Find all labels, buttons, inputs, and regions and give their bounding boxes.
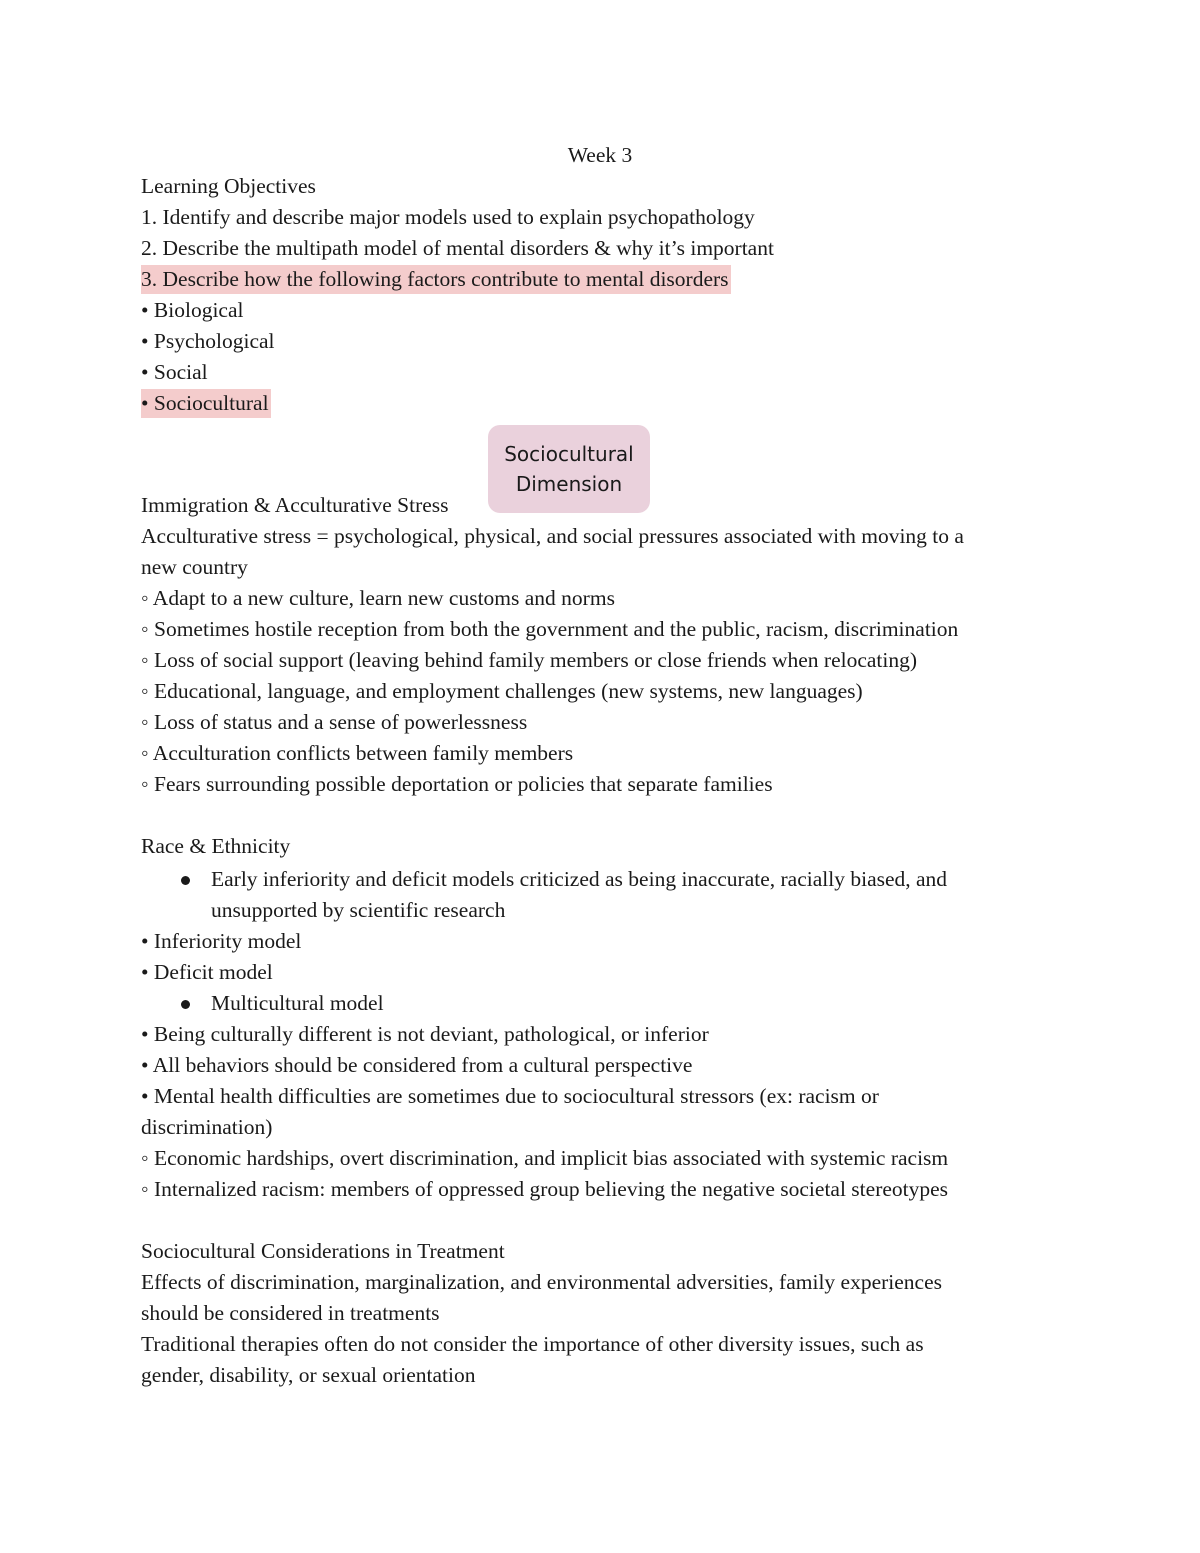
immigration-point: ◦ Loss of status and a sense of powerlessness xyxy=(141,710,528,734)
treatment-line: Traditional therapies often do not consider the importance of other diversity issues, such as xyxy=(141,1332,924,1356)
immigration-point: ◦ Sometimes hostile reception from both the government and the public, racism, discrimination xyxy=(141,617,959,641)
multicultural-point: • All behaviors should be considered from a cultural perspective xyxy=(141,1053,693,1077)
early-models-line-2: unsupported by scientific research xyxy=(211,898,506,922)
treatment-heading: Sociocultural Considerations in Treatment xyxy=(141,1239,505,1263)
objective-3-highlight: 3. Describe how the following factors contribute to mental disorders xyxy=(141,265,731,294)
immigration-point: ◦ Educational, language, and employment challenges (new systems, new languages) xyxy=(141,679,863,703)
bullet-dot-icon xyxy=(181,1000,190,1009)
race-sub-point: ◦ Economic hardships, overt discrimination, and implicit bias associated with systemic racism xyxy=(141,1146,949,1170)
factor-biological: • Biological xyxy=(141,298,244,322)
callout-line-2: Dimension xyxy=(515,472,623,496)
objectives-heading: Learning Objectives xyxy=(141,174,316,198)
factor-sociocultural-highlight: • Sociocultural xyxy=(141,389,271,418)
sociocultural-dimension-callout xyxy=(488,425,650,513)
objective-1: 1. Identify and describe major models used to explain psychopathology xyxy=(141,205,755,229)
acculturative-definition-line-1: Acculturative stress = psychological, physical, and social pressures associated with moving to a xyxy=(141,524,964,548)
early-models-line-1: Early inferiority and deficit models criticized as being inaccurate, racially biased, and xyxy=(211,867,948,891)
immigration-point: ◦ Loss of social support (leaving behind family members or close friends when relocating) xyxy=(141,648,918,672)
multicultural-point-continuation: discrimination) xyxy=(141,1115,273,1139)
immigration-point: ◦ Adapt to a new culture, learn new customs and norms xyxy=(141,586,615,610)
immigration-heading: Immigration & Acculturative Stress xyxy=(141,493,449,517)
factor-psychological: • Psychological xyxy=(141,329,275,353)
deficit-model: • Deficit model xyxy=(141,960,273,984)
objective-2: 2. Describe the multipath model of mental disorders & why it’s important xyxy=(141,236,774,260)
bullet-dot-icon xyxy=(181,876,190,885)
callout-line-1: Sociocultural xyxy=(504,442,634,466)
immigration-point: ◦ Acculturation conflicts between family members xyxy=(141,741,574,765)
immigration-point: ◦ Fears surrounding possible deportation or policies that separate families xyxy=(141,772,773,796)
race-heading: Race & Ethnicity xyxy=(141,834,291,858)
race-sub-point: ◦ Internalized racism: members of oppressed group believing the negative societal stereotypes xyxy=(141,1177,949,1201)
acculturative-definition-line-2: new country xyxy=(141,555,248,579)
factor-sociocultural xyxy=(141,388,271,419)
page-title: Week 3 xyxy=(567,143,633,167)
multicultural-point: • Being culturally different is not deviant, pathological, or inferior xyxy=(141,1022,709,1046)
multicultural-point: • Mental health difficulties are sometimes due to sociocultural stressors (ex: racism or xyxy=(141,1084,879,1108)
inferiority-model: • Inferiority model xyxy=(141,929,302,953)
factor-social: • Social xyxy=(141,360,208,384)
multicultural-model: Multicultural model xyxy=(211,991,384,1015)
treatment-line: Effects of discrimination, marginalization, and environmental adversities, family experiences xyxy=(141,1270,943,1294)
objective-3 xyxy=(141,264,731,295)
treatment-line: should be considered in treatments xyxy=(141,1301,440,1325)
treatment-line: gender, disability, or sexual orientation xyxy=(141,1363,476,1387)
